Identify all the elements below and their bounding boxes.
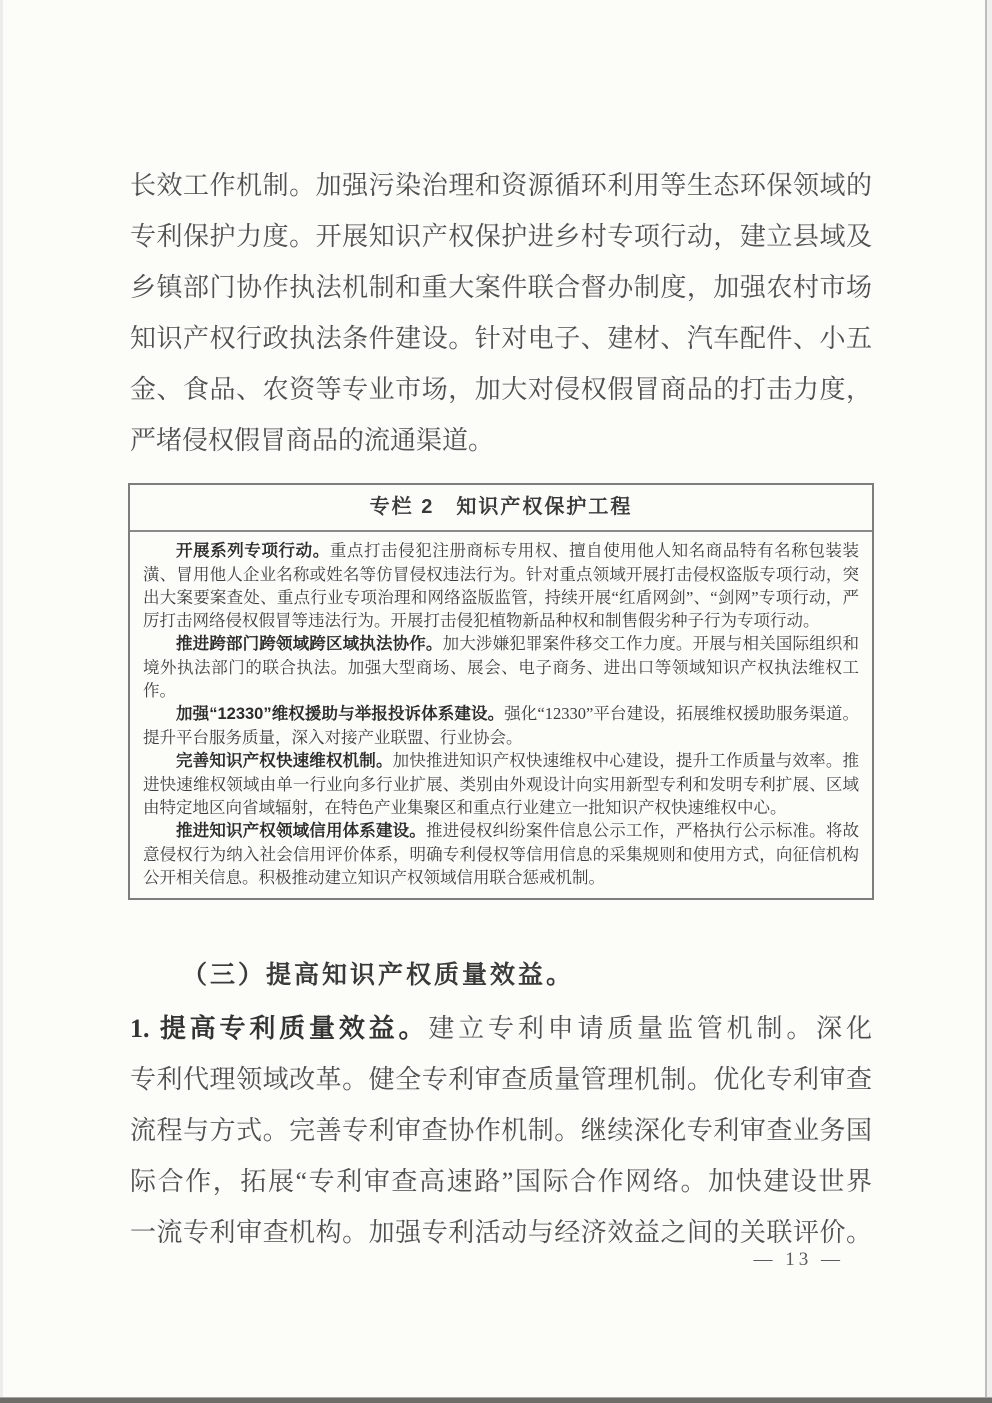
column-2-box [128, 483, 874, 900]
body-line: 长效工作机制。加强污染治理和资源循环利用等生态环保领域的 [130, 171, 872, 200]
body-line [130, 1003, 872, 1054]
box-paragraph-lead: 推进知识产权领域信用体系建设。 [176, 822, 426, 840]
scan-edge-right-outer [987, 0, 992, 1403]
box-paragraph-text: 推进侵权纠纷案件信息公示工作，严格执行公示标准。将故意侵权行为纳入社会信用评价体系，明确专利侵权等信用信息的采集规则和使用方式，向征信机构公开相关信息。积极推动建立知识产权领域信用联合惩戒机制。 [143, 821, 860, 887]
body-paragraph-bottom [130, 1003, 872, 1258]
box-paragraph-lead: 完善知识产权快速维权机制。 [176, 752, 393, 770]
scan-edge-bottom [0, 1397, 992, 1403]
paragraph-text: 建立专利申请质量监管机制。深化 [428, 1014, 872, 1043]
box-paragraph-lead: 推进跨部门跨领域跨区域执法协作。 [176, 635, 443, 653]
body-line: 金、食品、农资等专业市场，加大对侵权假冒商品的打击力度， [130, 375, 872, 404]
box-paragraph [143, 539, 859, 632]
body-line: 严堵侵权假冒商品的流通渠道。 [130, 426, 495, 455]
box-paragraph [143, 632, 859, 702]
column-box-content [130, 532, 872, 898]
box-paragraph-text: 重点打击侵犯注册商标专用权、擅自使用他人知名商品特有名称包装装潢、冒用他人企业名称或姓名等仿冒侵权违法行为。针对重点领域开展打击侵权盗版专项行动，突出大案要案查处、重点行业专项治理和网络盗版监管，持续开展“红盾网剑”、“剑网”专项行动，严厉打击网络侵权假冒等违法行为。开展打击侵犯植物新品种权和制售假劣种子行为专项行动。 [143, 541, 860, 630]
body-line: 知识产权行政执法条件建设。针对电子、建材、汽车配件、小五 [130, 324, 872, 353]
body-line: 流程与方式。完善专利审查协作机制。继续深化专利审查业务国 [130, 1116, 872, 1145]
box-paragraph [143, 819, 859, 889]
box-paragraph-text: 加快推进知识产权快速维权中心建设，提升工作质量与效率。推进快速维权领域由单一行业向多行业扩展、类别由外观设计向实用新型专利和发明专利扩展、区域由特定地区向省域辐射，在特色产业集聚区和重点行业建立一批知识产权快速维权中心。 [143, 751, 860, 817]
page-number: — 13 — [753, 1249, 844, 1270]
body-paragraph-top [130, 160, 872, 466]
box-paragraph [143, 702, 859, 749]
scan-edge-left [0, 0, 3, 1403]
body-line: 专利保护力度。开展知识产权保护进乡村专项行动，建立县域及 [130, 222, 872, 251]
box-paragraph-text: 强化“12330”平台建设，拓展维权援助服务渠道。提升平台服务质量，深入对接产业联盟、行业协会。 [143, 704, 859, 747]
box-paragraph-lead: 加强“12330”维权援助与举报投诉体系建设。 [176, 705, 505, 723]
column-box-title: 专栏 2 知识产权保护工程 [130, 485, 872, 532]
body-line: 乡镇部门协作执法机制和重大案件联合督办制度，加强农村市场 [130, 273, 872, 302]
box-paragraph-text: 加大涉嫌犯罪案件移交工作力度。开展与相关国际组织和境外执法部门的联合执法。加强大型商场、展会、电子商务、进出口等领域知识产权执法维权工作。 [143, 634, 860, 700]
body-line: 一流专利审查机构。加强专利活动与经济效益之间的关联评价。 [130, 1218, 872, 1247]
scan-edge-right [985, 0, 987, 1403]
body-line: 专利代理领域改革。健全专利审查质量管理机制。优化专利审查 [130, 1065, 872, 1094]
section-heading: （三）提高知识产权质量效益。 [182, 962, 575, 989]
paragraph-lead: 1. 提高专利质量效益。 [130, 1014, 429, 1043]
box-paragraph [143, 749, 859, 819]
box-paragraph-lead: 开展系列专项行动。 [176, 542, 330, 560]
body-line: 际合作，拓展“专利审查高速路”国际合作网络。加快建设世界 [130, 1167, 872, 1196]
